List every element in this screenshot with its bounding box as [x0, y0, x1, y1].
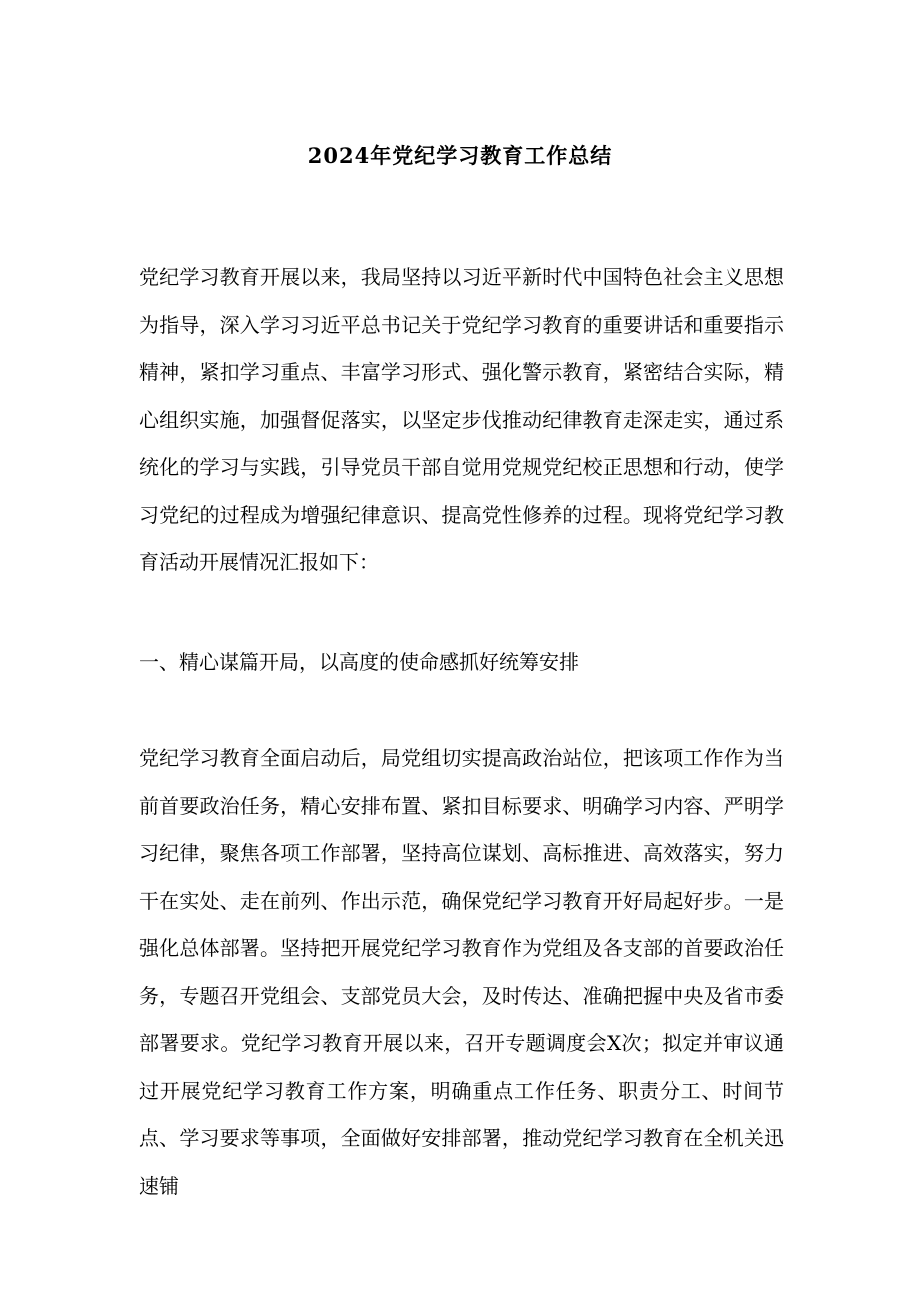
intro-paragraph: 党纪学习教育开展以来，我局坚持以习近平新时代中国特色社会主义思想为指导，深入学习习近平总书记关于党纪学习教育的重要讲话和重要指示精神，紧扣学习重点、丰富学习形式、强化警示教育，紧密结合实际，精心组织实施，加强督促落实，以坚定步伐推动纪律教育走深走实，通过系统化的学习与实践，引导党员干部自觉用党规党纪校正思想和行动，使学习党纪的过程成为增强纪律意识、提高党性修养的过程。现将党纪学习教育活动开展情况汇报如下：: [139, 265, 784, 574]
document-title: 2024年党纪学习教育工作总结: [307, 143, 613, 168]
section-heading: 一、精心谋篇开局，以高度的使命感抓好统筹安排: [139, 650, 579, 674]
section-body-paragraph: 党纪学习教育全面启动后，局党组切实提高政治站位，把该项工作作为当前首要政治任务，精心安排布置、紧扣目标要求、明确学习内容、严明学习纪律，聚焦各项工作部署，坚持高位谋划、高标推进、高效落实，努力干在实处、走在前列、作出示范，确保党纪学习教育开好局起好步。一是强化总体部署。坚持把开展党纪学习教育作为党组及各支部的首要政治任务，专题召开党组会、支部党员大会，及时传达、准确把握中央及省市委部署要求。党纪学习教育开展以来，召开专题调度会X次；拟定并审议通过开展党纪学习教育工作方案，明确重点工作任务、职责分工、时间节点、学习要求等事项，全面做好安排部署，推动党纪学习教育在全机关迅速铺: [139, 746, 784, 1198]
